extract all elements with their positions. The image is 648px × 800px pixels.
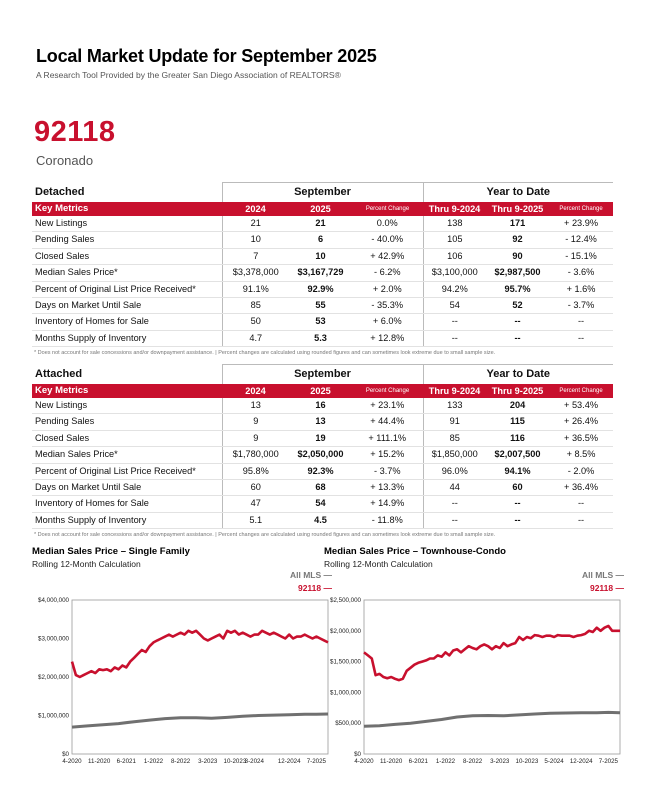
month-group-header: September xyxy=(222,365,423,385)
cell-2025: 13 xyxy=(289,414,352,430)
cell-thru-2024: 105 xyxy=(423,232,486,248)
table-row xyxy=(32,314,613,330)
metric-label: Closed Sales xyxy=(32,248,222,264)
ytd-group-header: Year to Date xyxy=(423,365,613,385)
cell-2024: 13 xyxy=(222,398,289,414)
cell-2024: $3,378,000 xyxy=(222,265,289,281)
cell-thru-2025: $2,007,500 xyxy=(486,447,549,463)
cell-thru-2025: 171 xyxy=(486,216,549,232)
y-tick-label: $0 xyxy=(354,751,361,758)
cell-percent-change: - 35.3% xyxy=(352,298,423,314)
cell-2024: 50 xyxy=(222,314,289,330)
cell-2025: 10 xyxy=(289,248,352,264)
metric-label: Percent of Original List Price Received* xyxy=(32,281,222,297)
chart-townhouse-condo xyxy=(324,546,624,776)
table-row xyxy=(32,330,613,346)
attached-section xyxy=(32,364,613,538)
cell-ytd-percent-change: - 15.1% xyxy=(549,248,613,264)
table-row xyxy=(32,512,613,528)
chart-subtitle: Rolling 12-Month Calculation xyxy=(32,559,141,569)
detached-table xyxy=(32,182,613,347)
y-tick-label: $3,000,000 xyxy=(38,635,69,643)
cell-thru-2024: 106 xyxy=(423,248,486,264)
cell-2024: 21 xyxy=(222,216,289,232)
attached-footnote: * Does not account for sale concessions and/or downpayment assistance. | Percent changes are calculated using rounded figures and can sometimes look extreme due to small sample size. xyxy=(34,532,496,539)
cell-ytd-percent-change: - 3.6% xyxy=(549,265,613,281)
metric-label: Months Supply of Inventory xyxy=(32,512,222,528)
cell-ytd-percent-change: - 12.4% xyxy=(549,232,613,248)
cell-2024: 4.7 xyxy=(222,330,289,346)
cell-thru-2025: -- xyxy=(486,330,549,346)
col-thru-2025: Thru 9-2025 xyxy=(486,384,549,398)
metric-label: Closed Sales xyxy=(32,430,222,446)
cell-thru-2024: -- xyxy=(423,496,486,512)
cell-ytd-percent-change: - 3.7% xyxy=(549,298,613,314)
cell-percent-change: - 40.0% xyxy=(352,232,423,248)
cell-thru-2024: 133 xyxy=(423,398,486,414)
cell-2025: 92.3% xyxy=(289,463,352,479)
cell-2025: 19 xyxy=(289,430,352,446)
y-tick-label: $4,000,000 xyxy=(38,597,69,604)
cell-2024: 91.1% xyxy=(222,281,289,297)
cell-2025: 92.9% xyxy=(289,281,352,297)
cell-2025: $2,050,000 xyxy=(289,447,352,463)
x-tick-label: 12-2024 xyxy=(569,758,593,765)
metric-label: Days on Market Until Sale xyxy=(32,480,222,496)
cell-ytd-percent-change: -- xyxy=(549,512,613,528)
cell-thru-2025: 94.1% xyxy=(486,463,549,479)
cell-2024: 10 xyxy=(222,232,289,248)
cell-thru-2025: 52 xyxy=(486,298,549,314)
cell-percent-change: - 6.2% xyxy=(352,265,423,281)
cell-2024: 60 xyxy=(222,480,289,496)
cell-2025: 68 xyxy=(289,480,352,496)
cell-2024: 9 xyxy=(222,414,289,430)
metric-label: Inventory of Homes for Sale xyxy=(32,314,222,330)
cell-thru-2025: 115 xyxy=(486,414,549,430)
metric-label: Pending Sales xyxy=(32,232,222,248)
cell-2024: 5.1 xyxy=(222,512,289,528)
y-tick-label: $2,000,000 xyxy=(38,674,69,681)
x-tick-label: 12-2024 xyxy=(277,758,301,765)
metric-label: New Listings xyxy=(32,216,222,232)
page-subtitle: A Research Tool Provided by the Greater San Diego Association of REALTORS® xyxy=(36,70,341,80)
table-row xyxy=(32,398,613,414)
metric-label: Inventory of Homes for Sale xyxy=(32,496,222,512)
series-line-92118 xyxy=(72,631,328,677)
metric-label: Median Sales Price* xyxy=(32,447,222,463)
cell-2025: 21 xyxy=(289,216,352,232)
x-tick-label: 7-2025 xyxy=(306,758,327,765)
cell-2025: 54 xyxy=(289,496,352,512)
cell-ytd-percent-change: + 23.9% xyxy=(549,216,613,232)
x-tick-label: 11-2020 xyxy=(380,758,403,765)
ytd-group-header: Year to Date xyxy=(423,183,613,203)
table-row xyxy=(32,430,613,446)
cell-percent-change: 0.0% xyxy=(352,216,423,232)
x-tick-label: 4-2020 xyxy=(62,758,82,765)
metric-label: Days on Market Until Sale xyxy=(32,298,222,314)
x-tick-label: 6-2021 xyxy=(116,758,136,765)
cell-ytd-percent-change: -- xyxy=(549,496,613,512)
table-row xyxy=(32,480,613,496)
cell-percent-change: + 15.2% xyxy=(352,447,423,463)
chart-plot xyxy=(32,596,332,776)
cell-percent-change: + 44.4% xyxy=(352,414,423,430)
table-row xyxy=(32,463,613,479)
legend-all-mls: All MLS — xyxy=(289,570,332,580)
cell-thru-2025: -- xyxy=(486,512,549,528)
cell-2025: 5.3 xyxy=(289,330,352,346)
x-tick-label: 5-2024 xyxy=(544,758,564,765)
x-tick-label: 6-2021 xyxy=(408,758,428,765)
cell-thru-2024: 94.2% xyxy=(423,281,486,297)
key-metrics-header: Key Metrics xyxy=(32,202,222,216)
y-tick-label: $2,000,000 xyxy=(330,627,361,635)
cell-ytd-percent-change: -- xyxy=(549,330,613,346)
cell-thru-2024: -- xyxy=(423,314,486,330)
chart-single-family xyxy=(32,546,332,776)
table-row xyxy=(32,265,613,281)
cell-2024: 85 xyxy=(222,298,289,314)
table-row xyxy=(32,216,613,232)
x-tick-label: 8-2022 xyxy=(462,758,483,765)
detached-section xyxy=(32,182,613,356)
y-tick-label: $1,500,000 xyxy=(330,658,361,666)
cell-percent-change: + 6.0% xyxy=(352,314,423,330)
cell-2024: $1,780,000 xyxy=(222,447,289,463)
col-thru-2024: Thru 9-2024 xyxy=(423,384,486,398)
cell-thru-2024: 91 xyxy=(423,414,486,430)
col-thru-2025: Thru 9-2025 xyxy=(486,202,549,216)
y-tick-label: $0 xyxy=(62,751,69,758)
cell-ytd-percent-change: + 8.5% xyxy=(549,447,613,463)
x-tick-label: 10-2023 xyxy=(515,758,539,765)
table-row xyxy=(32,496,613,512)
x-tick-label: 3-2024 xyxy=(244,758,264,765)
chart-title: Median Sales Price – Townhouse-Condo xyxy=(324,546,506,557)
key-metrics-header: Key Metrics xyxy=(32,384,222,398)
x-tick-label: 1-2022 xyxy=(435,758,456,765)
cell-thru-2024: -- xyxy=(423,330,486,346)
col-2025: 2025 xyxy=(289,202,352,216)
cell-percent-change: + 42.9% xyxy=(352,248,423,264)
y-tick-label: $500,000 xyxy=(335,720,361,728)
metric-label: Percent of Original List Price Received* xyxy=(32,463,222,479)
area-name: Coronado xyxy=(36,153,94,168)
cell-2024: 7 xyxy=(222,248,289,264)
x-tick-label: 1-2022 xyxy=(143,758,164,765)
attached-table xyxy=(32,364,613,529)
x-tick-label: 7-2025 xyxy=(598,758,619,765)
cell-thru-2024: $3,100,000 xyxy=(423,265,486,281)
chart-subtitle: Rolling 12-Month Calculation xyxy=(324,559,433,569)
cell-2024: 47 xyxy=(222,496,289,512)
cell-thru-2025: 60 xyxy=(486,480,549,496)
plot-frame xyxy=(72,600,328,754)
table-row xyxy=(32,298,613,314)
cell-ytd-percent-change: + 36.5% xyxy=(549,430,613,446)
cell-percent-change: + 14.9% xyxy=(352,496,423,512)
metric-label: Median Sales Price* xyxy=(32,265,222,281)
cell-ytd-percent-change: + 53.4% xyxy=(549,398,613,414)
col-thru-2024: Thru 9-2024 xyxy=(423,202,486,216)
cell-percent-change: + 2.0% xyxy=(352,281,423,297)
cell-thru-2024: 96.0% xyxy=(423,463,486,479)
cell-thru-2024: 44 xyxy=(423,480,486,496)
month-group-header: September xyxy=(222,183,423,203)
cell-ytd-percent-change: + 1.6% xyxy=(549,281,613,297)
cell-percent-change: + 111.1% xyxy=(352,430,423,446)
cell-percent-change: + 13.3% xyxy=(352,480,423,496)
cell-2025: 6 xyxy=(289,232,352,248)
y-tick-label: $2,500,000 xyxy=(330,597,361,604)
col-percent-change: Percent Change xyxy=(352,384,423,398)
cell-2024: 95.8% xyxy=(222,463,289,479)
cell-thru-2024: -- xyxy=(423,512,486,528)
table-row xyxy=(32,248,613,264)
zip-code: 92118 xyxy=(34,116,116,148)
cell-percent-change: - 11.8% xyxy=(352,512,423,528)
cell-thru-2024: 54 xyxy=(423,298,486,314)
series-line-92118 xyxy=(364,626,620,680)
cell-thru-2025: 95.7% xyxy=(486,281,549,297)
x-tick-label: 11-2020 xyxy=(88,758,111,765)
x-tick-label: 3-2023 xyxy=(490,758,510,765)
metric-label: Months Supply of Inventory xyxy=(32,330,222,346)
cell-thru-2025: 204 xyxy=(486,398,549,414)
y-tick-label: $1,000,000 xyxy=(38,712,69,720)
cell-thru-2024: 85 xyxy=(423,430,486,446)
cell-percent-change: + 12.8% xyxy=(352,330,423,346)
page-title: Local Market Update for September 2025 xyxy=(36,46,377,66)
table-row xyxy=(32,281,613,297)
col-2024: 2024 xyxy=(222,202,289,216)
metric-label: New Listings xyxy=(32,398,222,414)
x-tick-label: 8-2022 xyxy=(170,758,191,765)
cell-2025: 4.5 xyxy=(289,512,352,528)
cell-thru-2025: 116 xyxy=(486,430,549,446)
x-tick-label: 10-2023 xyxy=(223,758,247,765)
cell-thru-2024: 138 xyxy=(423,216,486,232)
cell-percent-change: + 23.1% xyxy=(352,398,423,414)
col-2025: 2025 xyxy=(289,384,352,398)
cell-2025: 16 xyxy=(289,398,352,414)
cell-percent-change: - 3.7% xyxy=(352,463,423,479)
col-ytd-percent-change: Percent Change xyxy=(549,202,613,216)
cell-thru-2025: -- xyxy=(486,496,549,512)
table-row xyxy=(32,232,613,248)
cell-thru-2025: 92 xyxy=(486,232,549,248)
detached-group-label: Detached xyxy=(32,183,222,203)
col-percent-change: Percent Change xyxy=(352,202,423,216)
legend-all-mls: All MLS — xyxy=(581,570,624,580)
cell-thru-2024: $1,850,000 xyxy=(423,447,486,463)
legend-92118: 92118 — xyxy=(297,583,332,593)
cell-ytd-percent-change: -- xyxy=(549,314,613,330)
cell-ytd-percent-change: - 2.0% xyxy=(549,463,613,479)
series-line-all-mls xyxy=(364,712,620,726)
chart-title: Median Sales Price – Single Family xyxy=(32,546,190,557)
cell-thru-2025: $2,987,500 xyxy=(486,265,549,281)
cell-2025: $3,167,729 xyxy=(289,265,352,281)
col-ytd-percent-change: Percent Change xyxy=(549,384,613,398)
metric-label: Pending Sales xyxy=(32,414,222,430)
detached-footnote: * Does not account for sale concessions and/or downpayment assistance. | Percent changes are calculated using rounded figures and can sometimes look extreme due to small sample size. xyxy=(34,350,496,357)
cell-thru-2025: -- xyxy=(486,314,549,330)
table-row xyxy=(32,447,613,463)
cell-2025: 53 xyxy=(289,314,352,330)
col-2024: 2024 xyxy=(222,384,289,398)
attached-group-label: Attached xyxy=(32,365,222,385)
cell-2025: 55 xyxy=(289,298,352,314)
table-row xyxy=(32,414,613,430)
x-tick-label: 3-2023 xyxy=(198,758,218,765)
x-tick-label: 4-2020 xyxy=(354,758,374,765)
chart-plot xyxy=(324,596,624,776)
cell-ytd-percent-change: + 26.4% xyxy=(549,414,613,430)
cell-thru-2025: 90 xyxy=(486,248,549,264)
cell-2024: 9 xyxy=(222,430,289,446)
legend-92118: 92118 — xyxy=(589,583,624,593)
cell-ytd-percent-change: + 36.4% xyxy=(549,480,613,496)
y-tick-label: $1,000,000 xyxy=(330,689,361,697)
series-line-all-mls xyxy=(72,714,328,727)
